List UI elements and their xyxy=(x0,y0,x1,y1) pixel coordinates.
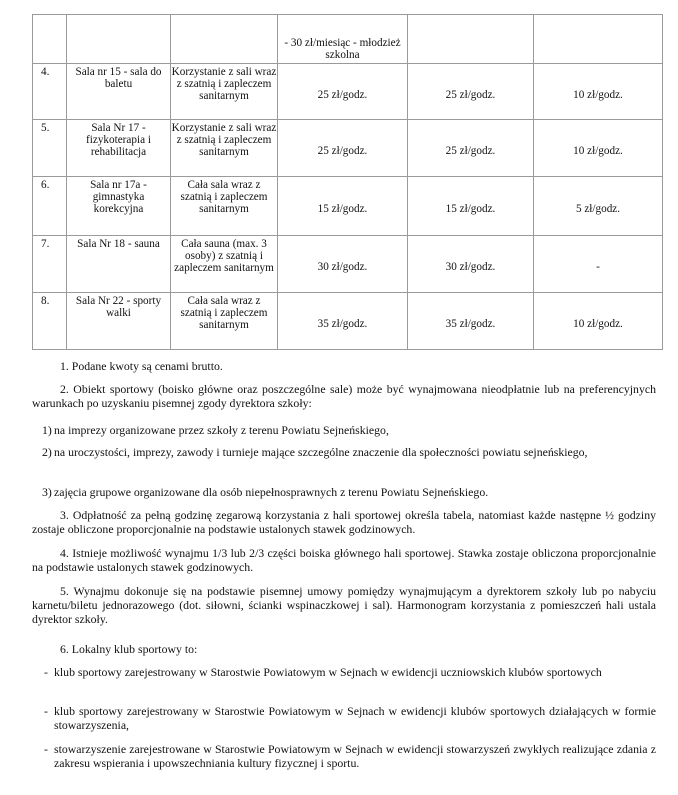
cell-price-1: - 30 zł/miesiąc - młodzież szkolna xyxy=(278,15,408,64)
list-item-text: klub sportowy zarejestrowany w Starostwie Powiatowym w Sejnach w ewidencji uczniowskich klubów sportowych xyxy=(54,665,602,679)
cell-name: Sala Nr 18 - sauna xyxy=(67,236,171,293)
list-item xyxy=(32,742,656,770)
cell-num: 7. xyxy=(33,236,67,293)
cell-price-3: 10 zł/godz. xyxy=(534,293,663,350)
list-item xyxy=(32,485,656,499)
note-6-text: 6. Lokalny klub sportowy to: xyxy=(60,642,198,656)
cell-num: 4. xyxy=(33,64,67,120)
list-item xyxy=(32,704,656,732)
cell-price-2: 25 zł/godz. xyxy=(408,120,534,177)
cell-scope: Cała sauna (max. 3 osoby) z szatnią i zapleczem sanitarnym xyxy=(171,236,278,293)
cell-price-1: 35 zł/godz. xyxy=(278,293,408,350)
note-3 xyxy=(32,508,656,536)
note-4 xyxy=(32,546,656,574)
cell-num: 5. xyxy=(33,120,67,177)
cell-num: 8. xyxy=(33,293,67,350)
list-marker: 3) xyxy=(42,485,52,499)
cell-price-3: 10 zł/godz. xyxy=(534,120,663,177)
cell-name: Sala Nr 17 - fizykoterapia i rehabilitacja xyxy=(67,120,171,177)
cell-scope: Cała sala wraz z szatnią i zapleczem sanitarnym xyxy=(171,293,278,350)
note-5-text: 5. Wynajmu dokonuje się na podstawie pisemnej umowy pomiędzy wynajmującym a dyrektorem szkoły lub po nabyciu karnetu/biletu jednorazowego (dot. siłowni, ścianki wspinaczkowej i sal). Harmonogram korzystania z pomieszczeń hali ustala dyrektor szkoły. xyxy=(32,584,656,626)
cell-price-1: 30 zł/godz. xyxy=(278,236,408,293)
list-item xyxy=(32,423,656,437)
cell-price-1: 25 zł/godz. xyxy=(278,64,408,120)
cell-price-2: 15 zł/godz. xyxy=(408,177,534,236)
note-4-text: 4. Istnieje możliwość wynajmu 1/3 lub 2/3 części boiska głównego hali sportowej. Stawka zostaje obliczona proporcjonalnie na podstawie ustalonych stawek godzinowych. xyxy=(32,546,656,574)
cell-name: Sala nr 15 - sala do baletu xyxy=(67,64,171,120)
notes-section xyxy=(32,0,656,795)
note-1-text: 1. Podane kwoty są cenami brutto. xyxy=(60,359,223,373)
list-marker: - xyxy=(44,742,48,756)
cell-price-2: 30 zł/godz. xyxy=(408,236,534,293)
note-2-text: 2. Obiekt sportowy (boisko główne oraz poszczególne sale) może być wynajmowana nieodpłatnie lub na preferencyjnych warunkach po uzyskaniu pisemnej zgody dyrektora szkoły: xyxy=(32,382,656,410)
cell-name: Sala Nr 22 - sporty walki xyxy=(67,293,171,350)
note-2 xyxy=(32,382,656,410)
cell-scope: Korzystanie z sali wraz z szatnią i zapleczem sanitarnym xyxy=(171,64,278,120)
cell-price-1: 15 zł/godz. xyxy=(278,177,408,236)
list-item-text: klub sportowy zarejestrowany w Starostwie Powiatowym w Sejnach w ewidencji klubów sportowych działających w formie stowarzyszenia, xyxy=(54,704,656,732)
list-item-text: zajęcia grupowe organizowane dla osób niepełnosprawnych z terenu Powiatu Sejneńskiego. xyxy=(54,485,489,499)
list-item xyxy=(32,665,656,679)
cell-price-2: 25 zł/godz. xyxy=(408,64,534,120)
list-item-text: na uroczystości, imprezy, zawody i turnieje mające szczególne znaczenie dla społeczności powiatu sejneńskiego, xyxy=(54,445,588,459)
cell-price-3: 5 zł/godz. xyxy=(534,177,663,236)
note-1 xyxy=(32,359,656,373)
cell-price-3: 10 zł/godz. xyxy=(534,64,663,120)
cell-num: 6. xyxy=(33,177,67,236)
list-item-text: stowarzyszenie zarejestrowane w Starostwie Powiatowym w Sejnach w ewidencji stowarzyszeń zwykłych realizujące zdania z zakresu wspierania i upowszechniania kultury fizycznej i sportu. xyxy=(54,742,656,770)
list-item-text: na imprezy organizowane przez szkoły z terenu Powiatu Sejneńskiego, xyxy=(54,423,389,437)
cell-price-1: 25 zł/godz. xyxy=(278,120,408,177)
list-marker: 1) xyxy=(42,423,52,437)
list-marker: 2) xyxy=(42,445,52,459)
cell-price-2: 35 zł/godz. xyxy=(408,293,534,350)
cell-scope: Cała sala wraz z szatnią i zapleczem sanitarnym xyxy=(171,177,278,236)
note-5 xyxy=(32,584,656,626)
list-marker: - xyxy=(44,665,48,679)
list-marker: - xyxy=(44,704,48,718)
cell-price-3: - xyxy=(534,236,663,293)
cell-name: Sala nr 17a - gimnastyka korekcyjna xyxy=(67,177,171,236)
cell-scope: Korzystanie z sali wraz z szatnią i zapleczem sanitarnym xyxy=(171,120,278,177)
note-6 xyxy=(32,642,656,656)
note-3-text: 3. Odpłatność za pełną godzinę zegarową korzystania z hali sportowej określa tabela, natomiast każde następne ½ godziny zostaje obliczone proporcjonalnie na podstawie ustalonych stawek godzinowych. xyxy=(32,508,656,536)
list-item xyxy=(32,445,656,459)
